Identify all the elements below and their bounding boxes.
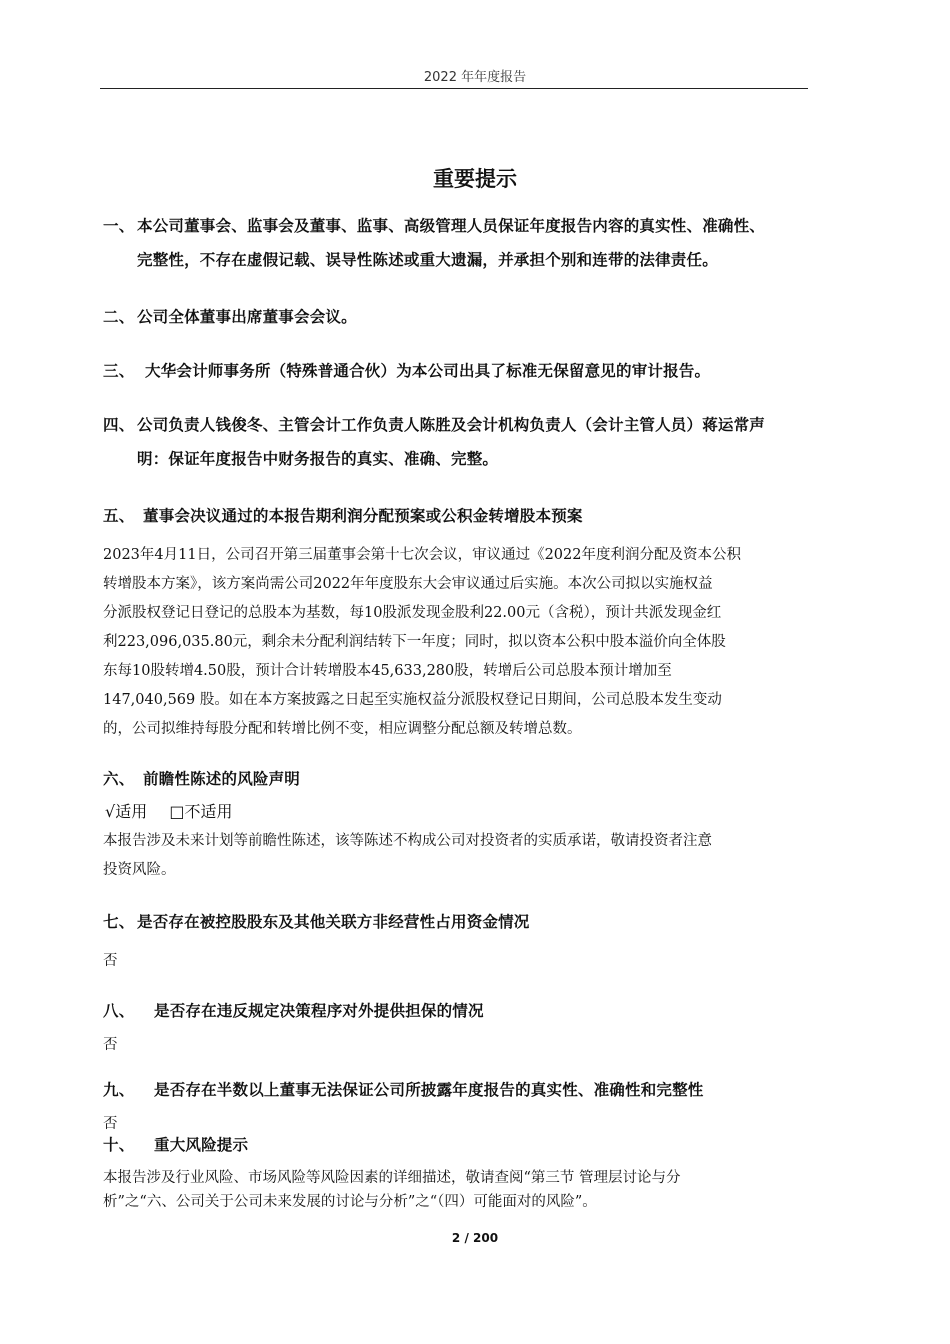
item-6-heading-text: 前瞻性陈述的风险声明	[143, 770, 301, 788]
item-3	[103, 359, 710, 381]
item-5-number: 五、	[103, 507, 135, 525]
item-1	[103, 214, 765, 236]
item-10-heading-text: 重大风险提示	[154, 1136, 249, 1154]
item-10-number: 十、	[103, 1136, 135, 1154]
item-6-body-line-1: 本报告涉及未来计划等前瞻性陈述，该等陈述不构成公司对投资者的实质承诺，敬请投资者注意	[103, 833, 712, 849]
page-number: 2 / 200	[451, 1231, 499, 1245]
item-5-body-line-5: 东每10股转增4.50股，预计合计转增股本45,633,280股，转增后公司总股本预计增加至	[103, 663, 672, 679]
applicability-row	[105, 799, 233, 822]
header-divider	[100, 88, 808, 89]
item-8-answer: 否	[103, 1037, 118, 1053]
page-title: 重要提示	[433, 167, 517, 191]
item-5-body-line-3: 分派股权登记日登记的总股本为基数，每10股派发现金股利22.00元（含税），预计共派发现金红	[103, 605, 722, 621]
item-5-body-line-6: 147,040,569 股。如在本方案披露之日起至实施权益分派股权登记日期间，公司总股本发生变动	[103, 692, 722, 708]
item-6-heading	[103, 767, 300, 789]
item-10-body-line-1: 本报告涉及行业风险、市场风险等风险因素的详细描述，敬请查阅“第三节 管理层讨论与分	[103, 1170, 681, 1186]
item-9-heading	[103, 1078, 704, 1100]
item-2-number: 二、	[103, 308, 135, 326]
item-9-heading-text: 是否存在半数以上董事无法保证公司所披露年度报告的真实性、准确性和完整性	[154, 1081, 704, 1099]
item-3-line-1: 大华会计师事务所（特殊普通合伙）为本公司出具了标准无保留意见的审计报告。	[145, 362, 711, 380]
item-5-body-line-7: 的，公司拟维持每股分配和转增比例不变，相应调整分配总额及转增总数。	[103, 721, 582, 737]
item-4-line-1: 公司负责人钱俊冬、主管会计工作负责人陈胜及会计机构负责人（会计主管人员）蒋运常声	[137, 416, 766, 434]
item-1-line-2: 完整性，不存在虚假记载、误导性陈述或重大遗漏，并承担个别和连带的法律责任。	[137, 251, 718, 269]
item-4-number: 四、	[103, 416, 135, 434]
item-5-heading	[103, 504, 583, 526]
item-7-heading	[103, 910, 530, 932]
item-6-number: 六、	[103, 770, 135, 788]
item-8-number: 八、	[103, 1002, 135, 1020]
item-3-number: 三、	[103, 362, 135, 380]
item-4	[103, 413, 765, 435]
not-applicable-checkbox: □不适用	[169, 802, 233, 821]
item-7-answer: 否	[103, 953, 118, 969]
item-5-heading-text: 董事会决议通过的本报告期利润分配预案或公积金转增股本预案	[143, 507, 583, 525]
item-5-body-line-2: 转增股本方案》，该方案尚需公司2022年年度股东大会审议通过后实施。本次公司拟以实施权益	[103, 576, 713, 592]
item-1-line-1: 本公司董事会、监事会及董事、监事、高级管理人员保证年度报告内容的真实性、准确性、	[137, 217, 766, 235]
item-5-body-line-1: 2023年4月11日，公司召开第三届董事会第十七次会议，审议通过《2022年度利润分配及资本公积	[103, 547, 741, 563]
item-8-heading	[103, 999, 484, 1021]
item-2	[103, 305, 357, 327]
item-5-body-line-4: 利223,096,035.80元，剩余未分配利润结转下一年度；同时，拟以资本公积中股本溢价向全体股	[103, 634, 726, 650]
running-header: 2022 年年度报告	[423, 70, 527, 85]
item-8-heading-text: 是否存在违反规定决策程序对外提供担保的情况	[154, 1002, 484, 1020]
item-2-line-1: 公司全体董事出席董事会会议。	[137, 308, 357, 326]
item-10-heading	[103, 1133, 248, 1155]
item-10-body-line-2: 析”之“六、公司关于公司未来发展的讨论与分析”之“（四）可能面对的风险”。	[103, 1194, 597, 1210]
item-4-line-2: 明：保证年度报告中财务报告的真实、准确、完整。	[137, 450, 499, 468]
applicable-checkbox: √适用	[105, 802, 148, 821]
item-9-number: 九、	[103, 1081, 135, 1099]
item-7-number: 七、	[103, 913, 135, 931]
item-9-answer: 否	[103, 1116, 118, 1132]
item-1-number: 一、	[103, 217, 135, 235]
item-7-heading-text: 是否存在被控股股东及其他关联方非经营性占用资金情况	[137, 913, 530, 931]
item-6-body-line-2: 投资风险。	[103, 862, 176, 878]
